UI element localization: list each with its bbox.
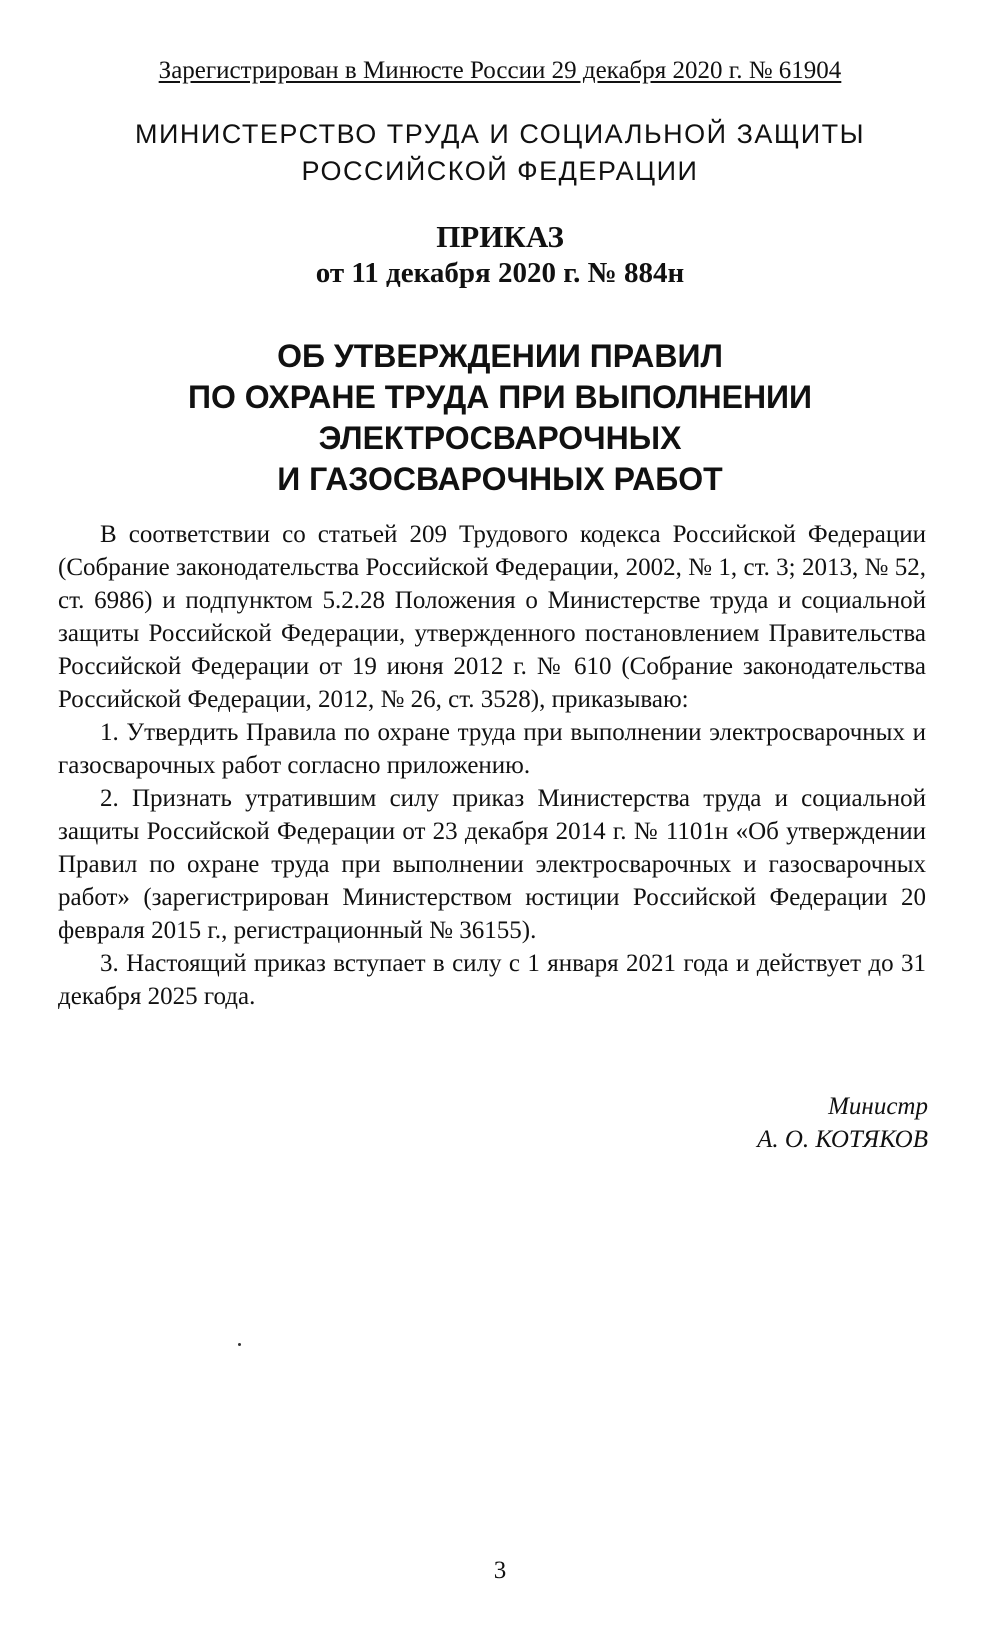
document-title-line-4: И ГАЗОСВАРОЧНЫХ РАБОТ: [277, 461, 723, 497]
clause-1-paragraph: 1. Утвердить Правила по охране труда при выполнении электросварочных и газосварочных работ согласно приложению.: [58, 719, 926, 779]
page-number: 3: [493, 1557, 507, 1584]
ministry-line-2: РОССИЙСКОЙ ФЕДЕРАЦИИ: [301, 156, 699, 186]
order-title: ПРИКАЗ: [436, 219, 564, 254]
scan-speck: [238, 1343, 241, 1346]
ministry-header: [0, 116, 1000, 190]
document-title-line-3: ЭЛЕКТРОСВАРОЧНЫХ: [318, 420, 682, 456]
registration-note: [0, 56, 1000, 86]
ministry-line-1: МИНИСТЕРСТВО ТРУДА И СОЦИАЛЬНОЙ ЗАЩИТЫ: [134, 119, 866, 149]
signatory-name: А. О. КОТЯКОВ: [757, 1126, 928, 1153]
preamble-paragraph: В соответствии со статьей 209 Трудового кодекса Российской Федерации (Собрание законодательства Российской Федерации, 2002, № 1, ст. 3; 2013, № 52, ст. 6986) и подпунктом 5.2.28 Положения о Министерстве труда и социальной защиты Российской Федерации, утвержденного постановлением Правительства Российской Федерации от 19 июня 2012 г. № 610 (Собрание законодательства Российской Федерации, 2012, № 26, ст. 3528), приказываю:: [58, 521, 926, 713]
order-date-number: от 11 декабря 2020 г. № 884н: [315, 257, 685, 289]
document-title: [0, 336, 1000, 500]
registration-text: Зарегистрирован в Минюсте России 29 декабря 2020 г. № 61904: [158, 57, 842, 84]
clause-2-paragraph: 2. Признать утратившим силу приказ Министерства труда и социальной защиты Российской Федерации от 23 декабря 2014 г. № 1101н «Об утверждении Правил по охране труда при выполнении электросварочных и газосварочных работ» (зарегистрирован Министерством юстиции Российской Федерации 20 февраля 2015 г., регистрационный № 36155).: [58, 785, 926, 944]
document-title-line-1: ОБ УТВЕРЖДЕНИИ ПРАВИЛ: [277, 338, 723, 374]
document-title-line-2: ПО ОХРАНЕ ТРУДА ПРИ ВЫПОЛНЕНИИ: [187, 379, 813, 415]
order-body: [58, 518, 926, 1013]
signature-block: [757, 1090, 928, 1156]
clause-3-paragraph: 3. Настоящий приказ вступает в силу с 1 января 2021 года и действует до 31 декабря 2025 года.: [58, 950, 926, 1010]
signatory-position: Министр: [828, 1093, 928, 1120]
